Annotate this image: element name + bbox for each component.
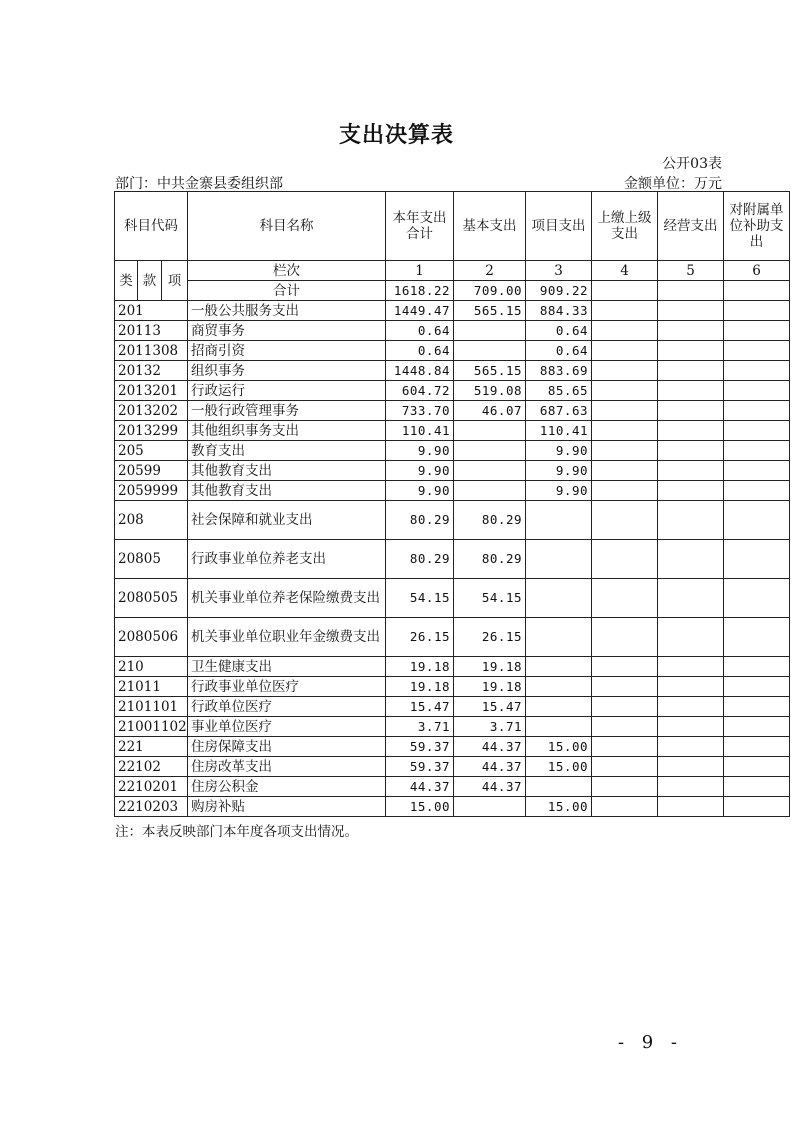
row-upper xyxy=(592,579,658,618)
row-project: 9.90 xyxy=(526,481,592,501)
row-basic: 19.18 xyxy=(454,677,526,697)
row-project xyxy=(526,717,592,737)
total-business xyxy=(658,281,724,301)
row-basic xyxy=(454,421,526,441)
row-name: 教育支出 xyxy=(188,441,386,461)
column-index-2: 2 xyxy=(454,261,526,281)
row-subsidy xyxy=(724,737,790,757)
row-total: 15.00 xyxy=(386,797,454,817)
row-business xyxy=(658,579,724,618)
row-project xyxy=(526,677,592,697)
row-name: 其他组织事务支出 xyxy=(188,421,386,441)
column-index-4: 4 xyxy=(592,261,658,281)
header-lei: 类 xyxy=(115,261,138,301)
row-total: 0.64 xyxy=(386,321,454,341)
table-row xyxy=(115,361,790,381)
row-upper xyxy=(592,737,658,757)
row-business xyxy=(658,401,724,421)
row-name: 组织事务 xyxy=(188,361,386,381)
row-total: 59.37 xyxy=(386,737,454,757)
row-business xyxy=(658,421,724,441)
row-subsidy xyxy=(724,657,790,677)
unit-label: 金额单位：万元 xyxy=(624,176,722,192)
row-basic: 44.37 xyxy=(454,757,526,777)
row-business xyxy=(658,797,724,817)
row-upper xyxy=(592,777,658,797)
row-total: 0.64 xyxy=(386,341,454,361)
row-code: 205 xyxy=(115,441,188,461)
row-upper xyxy=(592,677,658,697)
row-total: 59.37 xyxy=(386,757,454,777)
row-subsidy xyxy=(724,777,790,797)
row-name: 卫生健康支出 xyxy=(188,657,386,677)
department-label: 部门：中共金寨县委组织部 xyxy=(115,176,283,192)
page-number: - 9 - xyxy=(617,1032,683,1053)
row-business xyxy=(658,301,724,321)
table-row xyxy=(115,401,790,421)
header-lanci: 栏次 xyxy=(188,261,386,281)
row-total: 733.70 xyxy=(386,401,454,421)
row-subsidy xyxy=(724,461,790,481)
row-subsidy xyxy=(724,321,790,341)
row-subsidy xyxy=(724,579,790,618)
row-business xyxy=(658,757,724,777)
table-row xyxy=(115,777,790,797)
row-total: 3.71 xyxy=(386,717,454,737)
row-total: 1449.47 xyxy=(386,301,454,321)
row-project: 15.00 xyxy=(526,797,592,817)
row-project xyxy=(526,697,592,717)
row-basic xyxy=(454,797,526,817)
row-business xyxy=(658,321,724,341)
row-business xyxy=(658,677,724,697)
row-business xyxy=(658,618,724,657)
row-basic xyxy=(454,481,526,501)
row-subsidy xyxy=(724,341,790,361)
total-project: 909.22 xyxy=(526,281,592,301)
row-subsidy xyxy=(724,697,790,717)
expenditure-table xyxy=(114,191,790,817)
row-business xyxy=(658,381,724,401)
row-basic: 44.37 xyxy=(454,777,526,797)
row-business xyxy=(658,737,724,757)
row-upper xyxy=(592,717,658,737)
row-basic: 19.18 xyxy=(454,657,526,677)
table-row xyxy=(115,381,790,401)
table-row xyxy=(115,717,790,737)
row-subsidy xyxy=(724,401,790,421)
row-total: 15.47 xyxy=(386,697,454,717)
table-row xyxy=(115,657,790,677)
row-project: 687.63 xyxy=(526,401,592,421)
header-total: 本年支出合计 xyxy=(386,192,454,261)
row-code: 201 xyxy=(115,301,188,321)
row-name: 社会保障和就业支出 xyxy=(188,501,386,540)
row-business xyxy=(658,341,724,361)
header-subsidy: 对附属单位补助支出 xyxy=(724,192,790,261)
header-project: 项目支出 xyxy=(526,192,592,261)
row-name: 一般公共服务支出 xyxy=(188,301,386,321)
header-name: 科目名称 xyxy=(188,192,386,261)
form-number: 公开03表 xyxy=(662,156,722,172)
total-amount: 1618.22 xyxy=(386,281,454,301)
row-upper xyxy=(592,381,658,401)
row-code: 2080505 xyxy=(115,579,188,618)
row-basic: 565.15 xyxy=(454,361,526,381)
total-basic: 709.00 xyxy=(454,281,526,301)
row-code: 20132 xyxy=(115,361,188,381)
header-business: 经营支出 xyxy=(658,192,724,261)
row-total: 54.15 xyxy=(386,579,454,618)
total-subsidy xyxy=(724,281,790,301)
row-subsidy xyxy=(724,361,790,381)
column-index-6: 6 xyxy=(724,261,790,281)
row-subsidy xyxy=(724,301,790,321)
row-total: 9.90 xyxy=(386,441,454,461)
row-name: 住房改革支出 xyxy=(188,757,386,777)
row-total: 80.29 xyxy=(386,501,454,540)
row-project xyxy=(526,540,592,579)
table-row xyxy=(115,421,790,441)
row-upper xyxy=(592,441,658,461)
row-name: 行政运行 xyxy=(188,381,386,401)
row-subsidy xyxy=(724,677,790,697)
row-subsidy xyxy=(724,441,790,461)
row-basic xyxy=(454,341,526,361)
row-business xyxy=(658,501,724,540)
row-basic: 80.29 xyxy=(454,501,526,540)
row-upper xyxy=(592,361,658,381)
row-name: 行政事业单位养老支出 xyxy=(188,540,386,579)
table-row xyxy=(115,540,790,579)
row-project: 15.00 xyxy=(526,757,592,777)
row-basic: 44.37 xyxy=(454,737,526,757)
total-label: 合计 xyxy=(188,281,386,301)
row-name: 事业单位医疗 xyxy=(188,717,386,737)
row-name: 住房保障支出 xyxy=(188,737,386,757)
row-basic xyxy=(454,441,526,461)
row-basic: 565.15 xyxy=(454,301,526,321)
row-basic: 519.08 xyxy=(454,381,526,401)
row-project: 15.00 xyxy=(526,737,592,757)
row-subsidy xyxy=(724,717,790,737)
row-code: 221 xyxy=(115,737,188,757)
row-upper xyxy=(592,501,658,540)
row-business xyxy=(658,717,724,737)
row-project: 0.64 xyxy=(526,321,592,341)
row-upper xyxy=(592,618,658,657)
column-index-1: 1 xyxy=(386,261,454,281)
row-upper xyxy=(592,301,658,321)
row-code: 2101101 xyxy=(115,697,188,717)
row-business xyxy=(658,361,724,381)
row-project: 110.41 xyxy=(526,421,592,441)
row-total: 44.37 xyxy=(386,777,454,797)
row-upper xyxy=(592,657,658,677)
row-project: 9.90 xyxy=(526,441,592,461)
row-subsidy xyxy=(724,618,790,657)
row-project: 0.64 xyxy=(526,341,592,361)
row-total: 9.90 xyxy=(386,481,454,501)
row-project: 85.65 xyxy=(526,381,592,401)
column-index-5: 5 xyxy=(658,261,724,281)
row-subsidy xyxy=(724,421,790,441)
table-row xyxy=(115,737,790,757)
row-total: 9.90 xyxy=(386,461,454,481)
row-business xyxy=(658,441,724,461)
row-code: 210 xyxy=(115,657,188,677)
table-row xyxy=(115,579,790,618)
table-row xyxy=(115,461,790,481)
row-business xyxy=(658,461,724,481)
row-total: 19.18 xyxy=(386,677,454,697)
row-business xyxy=(658,777,724,797)
row-name: 机关事业单位职业年金缴费支出 xyxy=(188,618,386,657)
row-code: 20805 xyxy=(115,540,188,579)
row-code: 2013299 xyxy=(115,421,188,441)
table-row xyxy=(115,321,790,341)
row-project xyxy=(526,777,592,797)
row-subsidy xyxy=(724,757,790,777)
table-row xyxy=(115,481,790,501)
header-kuan: 款 xyxy=(138,261,162,301)
row-code: 2059999 xyxy=(115,481,188,501)
row-project: 884.33 xyxy=(526,301,592,321)
row-name: 机关事业单位养老保险缴费支出 xyxy=(188,579,386,618)
row-subsidy xyxy=(724,481,790,501)
row-basic: 3.71 xyxy=(454,717,526,737)
row-upper xyxy=(592,757,658,777)
row-upper xyxy=(592,401,658,421)
row-name: 购房补贴 xyxy=(188,797,386,817)
row-subsidy xyxy=(724,501,790,540)
header-basic: 基本支出 xyxy=(454,192,526,261)
row-basic: 54.15 xyxy=(454,579,526,618)
row-name: 其他教育支出 xyxy=(188,461,386,481)
row-subsidy xyxy=(724,797,790,817)
header-xiang: 项 xyxy=(162,261,188,301)
table-note: 注：本表反映部门本年度各项支出情况。 xyxy=(115,824,358,840)
row-basic: 26.15 xyxy=(454,618,526,657)
row-basic: 15.47 xyxy=(454,697,526,717)
row-project xyxy=(526,657,592,677)
row-upper xyxy=(592,341,658,361)
row-name: 一般行政管理事务 xyxy=(188,401,386,421)
row-code: 2011308 xyxy=(115,341,188,361)
row-project xyxy=(526,618,592,657)
row-code: 22102 xyxy=(115,757,188,777)
row-basic: 46.07 xyxy=(454,401,526,421)
row-code: 208 xyxy=(115,501,188,540)
row-business xyxy=(658,540,724,579)
row-total: 80.29 xyxy=(386,540,454,579)
row-business xyxy=(658,481,724,501)
row-basic xyxy=(454,461,526,481)
row-name: 行政事业单位医疗 xyxy=(188,677,386,697)
row-name: 其他教育支出 xyxy=(188,481,386,501)
table-row xyxy=(115,501,790,540)
row-total: 26.15 xyxy=(386,618,454,657)
row-upper xyxy=(592,421,658,441)
row-total: 604.72 xyxy=(386,381,454,401)
row-name: 行政单位医疗 xyxy=(188,697,386,717)
row-code: 2210201 xyxy=(115,777,188,797)
row-name: 商贸事务 xyxy=(188,321,386,341)
header-upper: 上缴上级支出 xyxy=(592,192,658,261)
row-project: 883.69 xyxy=(526,361,592,381)
total-upper xyxy=(592,281,658,301)
row-code: 2013201 xyxy=(115,381,188,401)
row-project: 9.90 xyxy=(526,461,592,481)
header-code: 科目代码 xyxy=(115,192,188,261)
table-row xyxy=(115,441,790,461)
row-upper xyxy=(592,540,658,579)
row-basic xyxy=(454,321,526,341)
table-row xyxy=(115,677,790,697)
row-basic: 80.29 xyxy=(454,540,526,579)
column-index-3: 3 xyxy=(526,261,592,281)
table-row xyxy=(115,618,790,657)
row-upper xyxy=(592,697,658,717)
row-code: 21011 xyxy=(115,677,188,697)
row-total: 110.41 xyxy=(386,421,454,441)
table-row xyxy=(115,797,790,817)
row-code: 21001102 xyxy=(115,717,188,737)
table-row xyxy=(115,697,790,717)
row-project xyxy=(526,501,592,540)
row-code: 2210203 xyxy=(115,797,188,817)
row-code: 20113 xyxy=(115,321,188,341)
row-total: 19.18 xyxy=(386,657,454,677)
row-total: 1448.84 xyxy=(386,361,454,381)
row-name: 住房公积金 xyxy=(188,777,386,797)
row-upper xyxy=(592,797,658,817)
table-row xyxy=(115,341,790,361)
table-row xyxy=(115,301,790,321)
row-subsidy xyxy=(724,381,790,401)
row-code: 2013202 xyxy=(115,401,188,421)
row-subsidy xyxy=(724,540,790,579)
row-name: 招商引资 xyxy=(188,341,386,361)
row-code: 20599 xyxy=(115,461,188,481)
row-upper xyxy=(592,321,658,341)
row-business xyxy=(658,657,724,677)
table-row xyxy=(115,757,790,777)
row-business xyxy=(658,697,724,717)
page-title: 支出决算表 xyxy=(338,123,454,148)
row-upper xyxy=(592,481,658,501)
row-upper xyxy=(592,461,658,481)
row-project xyxy=(526,579,592,618)
row-code: 2080506 xyxy=(115,618,188,657)
